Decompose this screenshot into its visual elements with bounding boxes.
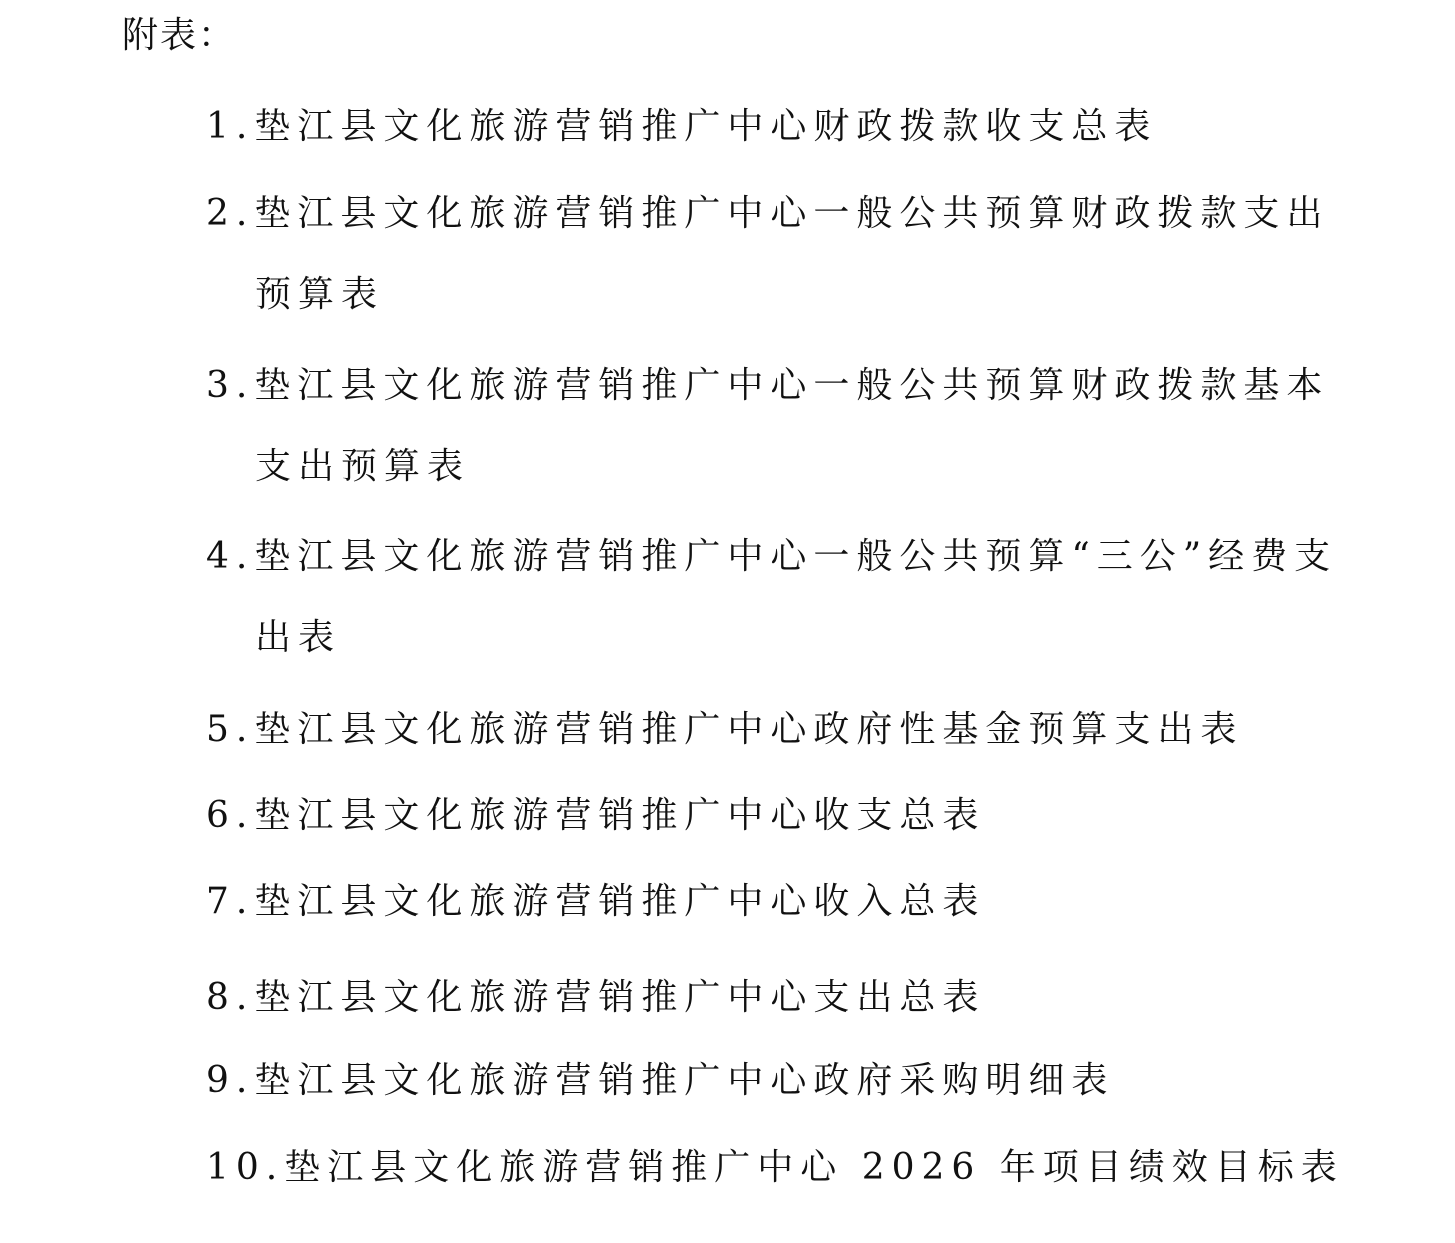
- attachments-heading: 附表：: [122, 15, 237, 56]
- attachment-line-continued: 预算表: [255, 274, 385, 315]
- attachment-line: 6.垫江县文化旅游营销推广中心收支总表: [206, 795, 986, 836]
- attachment-line: 3.垫江县文化旅游营销推广中心一般公共预算财政拨款基本: [206, 365, 1330, 406]
- attachment-item-4: [206, 528, 1386, 660]
- attachment-item-7: [206, 873, 1386, 924]
- attachment-item-9: [206, 1052, 1386, 1103]
- attachment-line: 9.垫江县文化旅游营销推广中心政府采购明细表: [206, 1060, 1115, 1101]
- attachment-item-2: [206, 185, 1386, 317]
- attachment-item-5: [206, 701, 1386, 752]
- attachment-line: 1.垫江县文化旅游营销推广中心财政拨款收支总表: [206, 106, 1158, 147]
- attachment-line-continued: 出表: [255, 617, 342, 658]
- attachment-line: 4.垫江县文化旅游营销推广中心一般公共预算“三公”经费支: [206, 536, 1338, 577]
- attachment-item-10: [206, 1139, 1386, 1190]
- attachment-line: 7.垫江县文化旅游营销推广中心收入总表: [206, 881, 986, 922]
- attachment-item-1: [206, 98, 1386, 149]
- attachment-item-6: [206, 787, 1386, 838]
- attachment-line: 10.垫江县文化旅游营销推广中心 2026 年项目绩效目标表: [206, 1147, 1344, 1188]
- attachment-line: 2.垫江县文化旅游营销推广中心一般公共预算财政拨款支出: [206, 193, 1330, 234]
- attachment-line-continued: 支出预算表: [255, 446, 471, 487]
- attachment-item-8: [206, 969, 1386, 1020]
- attachment-line: 5.垫江县文化旅游营销推广中心政府性基金预算支出表: [206, 709, 1244, 750]
- attachment-line: 8.垫江县文化旅游营销推广中心支出总表: [206, 977, 986, 1018]
- attachment-item-3: [206, 357, 1386, 489]
